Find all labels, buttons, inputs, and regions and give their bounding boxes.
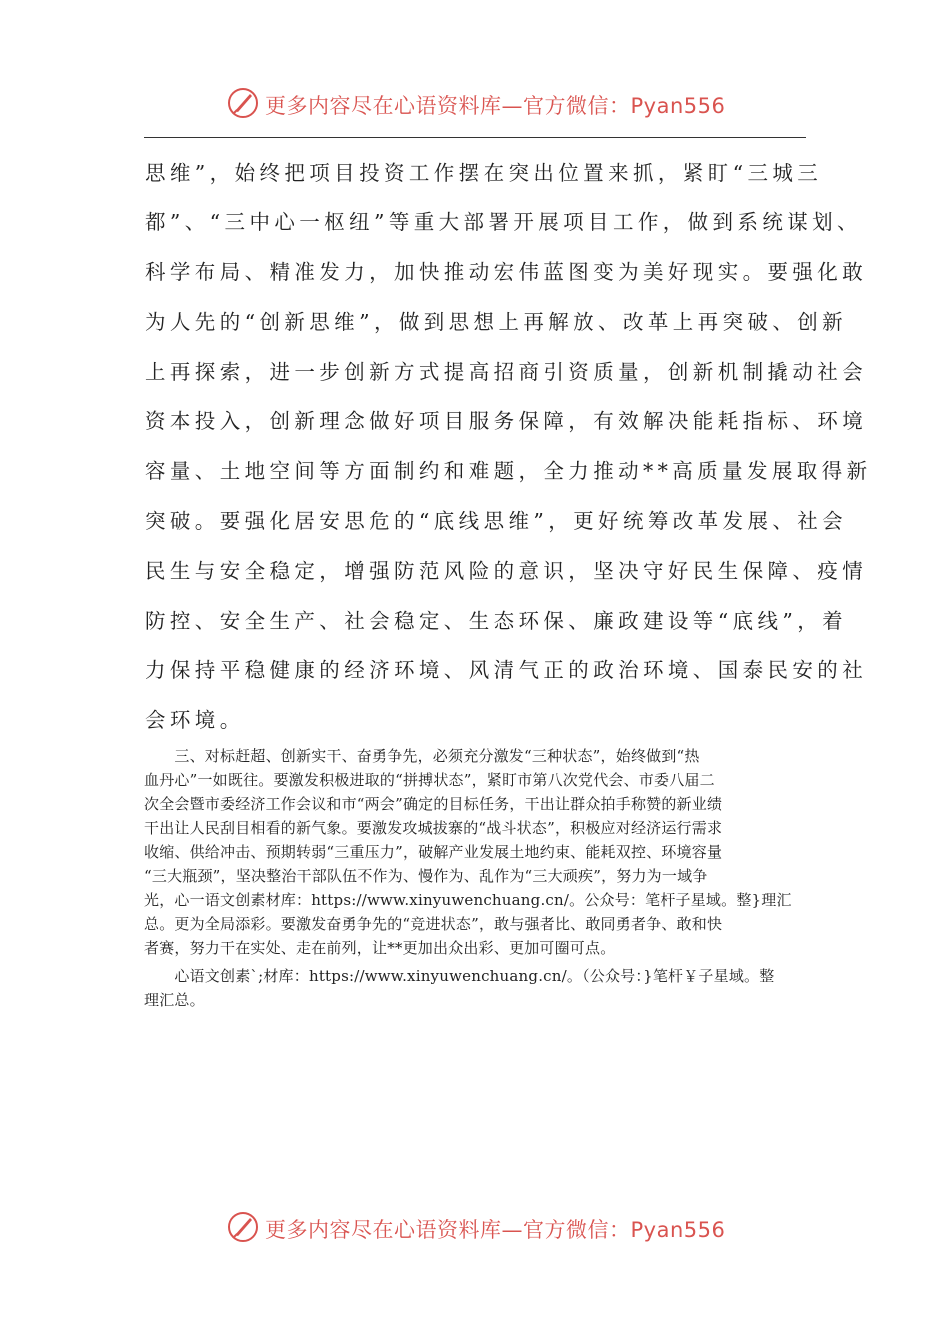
body-line: 容量、土地空间等方面制约和难题，全力推动**高质量发展取得新 [145,459,872,483]
body-line: 民生与安全稳定，增强防范风险的意识，坚决守好民生保障、疫情 [145,559,868,583]
body-line: 思维”，始终把项目投资工作摆在突出位置来抓，紧盯“三城三 [145,161,823,185]
quill-pen-logo-icon [226,1210,260,1244]
quill-pen-logo-icon [226,86,260,120]
body-line: 三、对标赶超、创新实干、奋勇争先，必须充分激发“三种状态”，始终做到“热 [144,747,700,765]
body-line: 总。更为全局添彩。要激发奋勇争先的“竞进状态”，敢与强者比、敢同勇者争、敢和快 [144,915,723,933]
body-line: 会环境。 [145,708,245,732]
body-line: 理汇总。 [144,991,205,1009]
body-line: 力保持平稳健康的经济环境、风清气正的政治环境、国泰民安的社 [145,658,868,682]
body-line: “三大瓶颈”，坚决整治干部队伍不作为、慢作为、乱作为“三大顽疾”，努力为一域争 [144,867,708,885]
body-line: 血丹心”一如既往。要激发积极进取的“拼搏状态”，紧盯市第八次党代会、市委八届二 [144,771,715,789]
body-line: 都”、“三中心一枢纽”等重大部署开展项目工作，做到系统谋划、 [145,210,862,234]
footer-banner [0,1208,950,1248]
body-line: 突破。要强化居安思危的“底线思维”，更好统筹改革发展、社会 [145,509,848,533]
body-line: 次全会暨市委经济工作会议和市“两会”确定的目标任务，干出让群众拍手称赞的新业绩 [144,795,723,813]
body-line: 心语文创素`;材库：https://www.xinyuwenchuang.cn/。（公众号：}笔杆￥子星域。整 [144,967,775,985]
body-line: 防控、安全生产、社会稳定、生态环保、廉政建设等“底线”，着 [145,609,848,633]
body-line: 科学布局、精准发力，加快推动宏伟蓝图变为美好现实。要强化敢 [145,260,868,284]
body-line: 收缩、供给冲击、预期转弱“三重压力”，破解产业发展土地约束、能耗双控、环境容量 [144,843,723,861]
body-line: 干出让人民刮目相看的新气象。要激发攻城拔寨的“战斗状态”，积极应对经济运行需求 [144,819,723,837]
body-line: 上再探索，进一步创新方式提高招商引资质量，创新机制撬动社会 [145,360,868,384]
header-banner [0,84,950,124]
banner-text: 更多内容尽在心语资料库—官方微信：Pyan556 [265,94,726,118]
body-line: 光，心一语文创素材库：https://www.xinyuwenchuang.cn/。公众号：笔杆子星域。整}理汇 [144,891,792,909]
header-divider [144,137,806,138]
banner-text: 更多内容尽在心语资料库—官方微信：Pyan556 [265,1218,726,1242]
body-line: 为人先的“创新思维”，做到思想上再解放、改革上再突破、创新 [145,310,848,334]
body-line: 资本投入，创新理念做好项目服务保障，有效解决能耗指标、环境 [145,409,868,433]
body-line: 者赛，努力干在实处、走在前列，让**更加出众出彩、更加可圈可点。 [144,939,616,957]
